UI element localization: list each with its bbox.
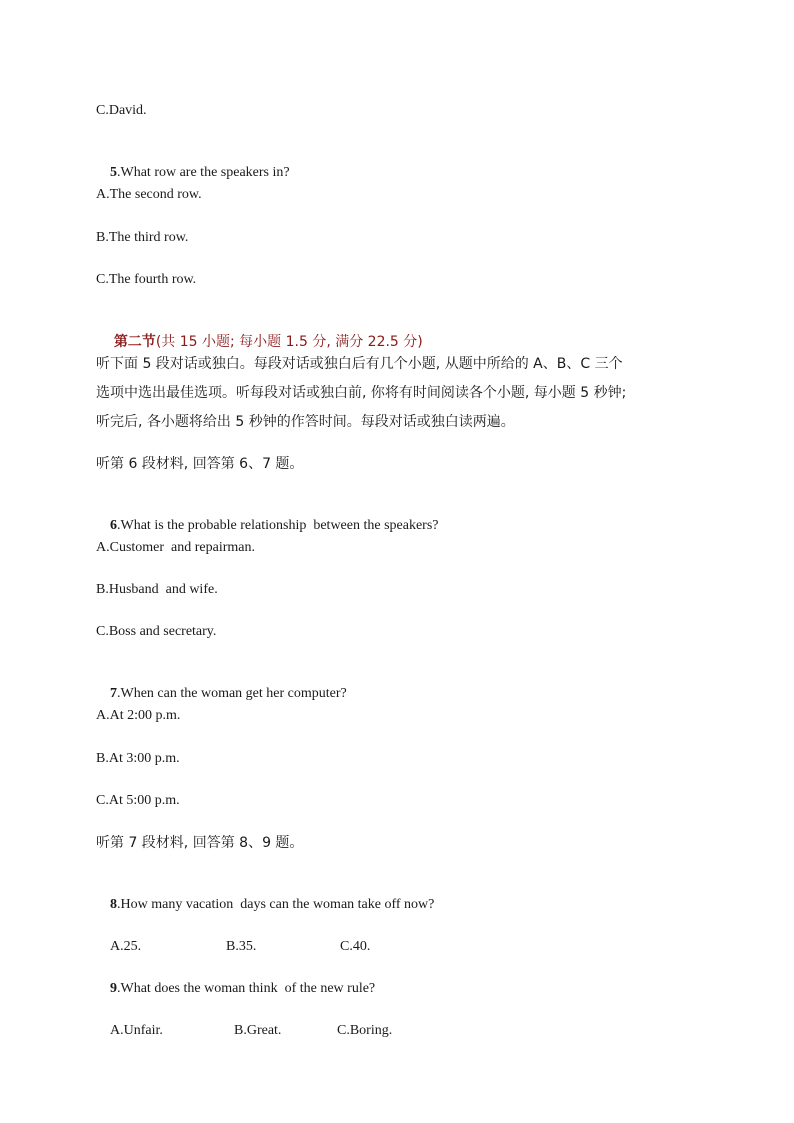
option-b-q7: B.At 3:00 p.m.	[96, 751, 180, 766]
option-c-q7: C.At 5:00 p.m.	[96, 793, 180, 808]
question-number: 9	[110, 981, 117, 996]
question-text: .What row are the speakers in?	[117, 165, 290, 180]
question-text: .What is the probable relationship between the speakers?	[117, 518, 439, 533]
section-detail: (共 15 小题; 每小题 1.5 分, 满分 22.5 分)	[155, 334, 423, 350]
option-a-q8: A.25.	[110, 939, 142, 954]
option-c-q4: C.David.	[96, 103, 147, 118]
instruction-line-3: 听完后, 各小题将给出 5 秒钟的作答时间。每段对话或独白读两遍。	[96, 414, 515, 430]
option-a-q6: A.Customer and repairman.	[96, 540, 256, 555]
instruction-line-1: 听下面 5 段对话或独白。每段对话或独白后有几个小题, 从题中所给的 A、B、C 三个	[96, 356, 623, 372]
question-text: .When can the woman get her computer?	[117, 686, 347, 701]
option-b-q5: B.The third row.	[96, 230, 189, 245]
option-c-q8: C.40.	[340, 939, 371, 954]
question-text: .What does the woman think of the new rule?	[117, 981, 376, 996]
option-b-q6: B.Husband and wife.	[96, 582, 218, 597]
question-text: .How many vacation days can the woman take off now?	[117, 897, 435, 912]
option-a-q5: A.The second row.	[96, 187, 202, 202]
option-a-q7: A.At 2:00 p.m.	[96, 708, 181, 723]
question-number: 6	[110, 518, 117, 533]
question-number: 5	[110, 165, 117, 180]
question-number: 8	[110, 897, 117, 912]
section-title: 第二节	[113, 334, 156, 350]
options-q9	[96, 1001, 392, 1061]
question-number: 7	[110, 686, 117, 701]
material-7-heading: 听第 7 段材料, 回答第 8、9 题。	[96, 835, 304, 851]
option-a-q9: A.Unfair.	[110, 1023, 163, 1038]
option-b-q9: B.Great.	[234, 1023, 282, 1038]
option-b-q8: B.35.	[226, 939, 257, 954]
material-6-heading: 听第 6 段材料, 回答第 6、7 题。	[96, 456, 304, 472]
option-c-q5: C.The fourth row.	[96, 272, 197, 287]
option-c-q6: C.Boss and secretary.	[96, 624, 217, 639]
option-c-q9: C.Boring.	[337, 1023, 393, 1038]
instruction-line-2: 选项中选出最佳选项。听每段对话或独白前, 你将有时间阅读各个小题, 每小题 5 秒钟;	[96, 385, 627, 401]
